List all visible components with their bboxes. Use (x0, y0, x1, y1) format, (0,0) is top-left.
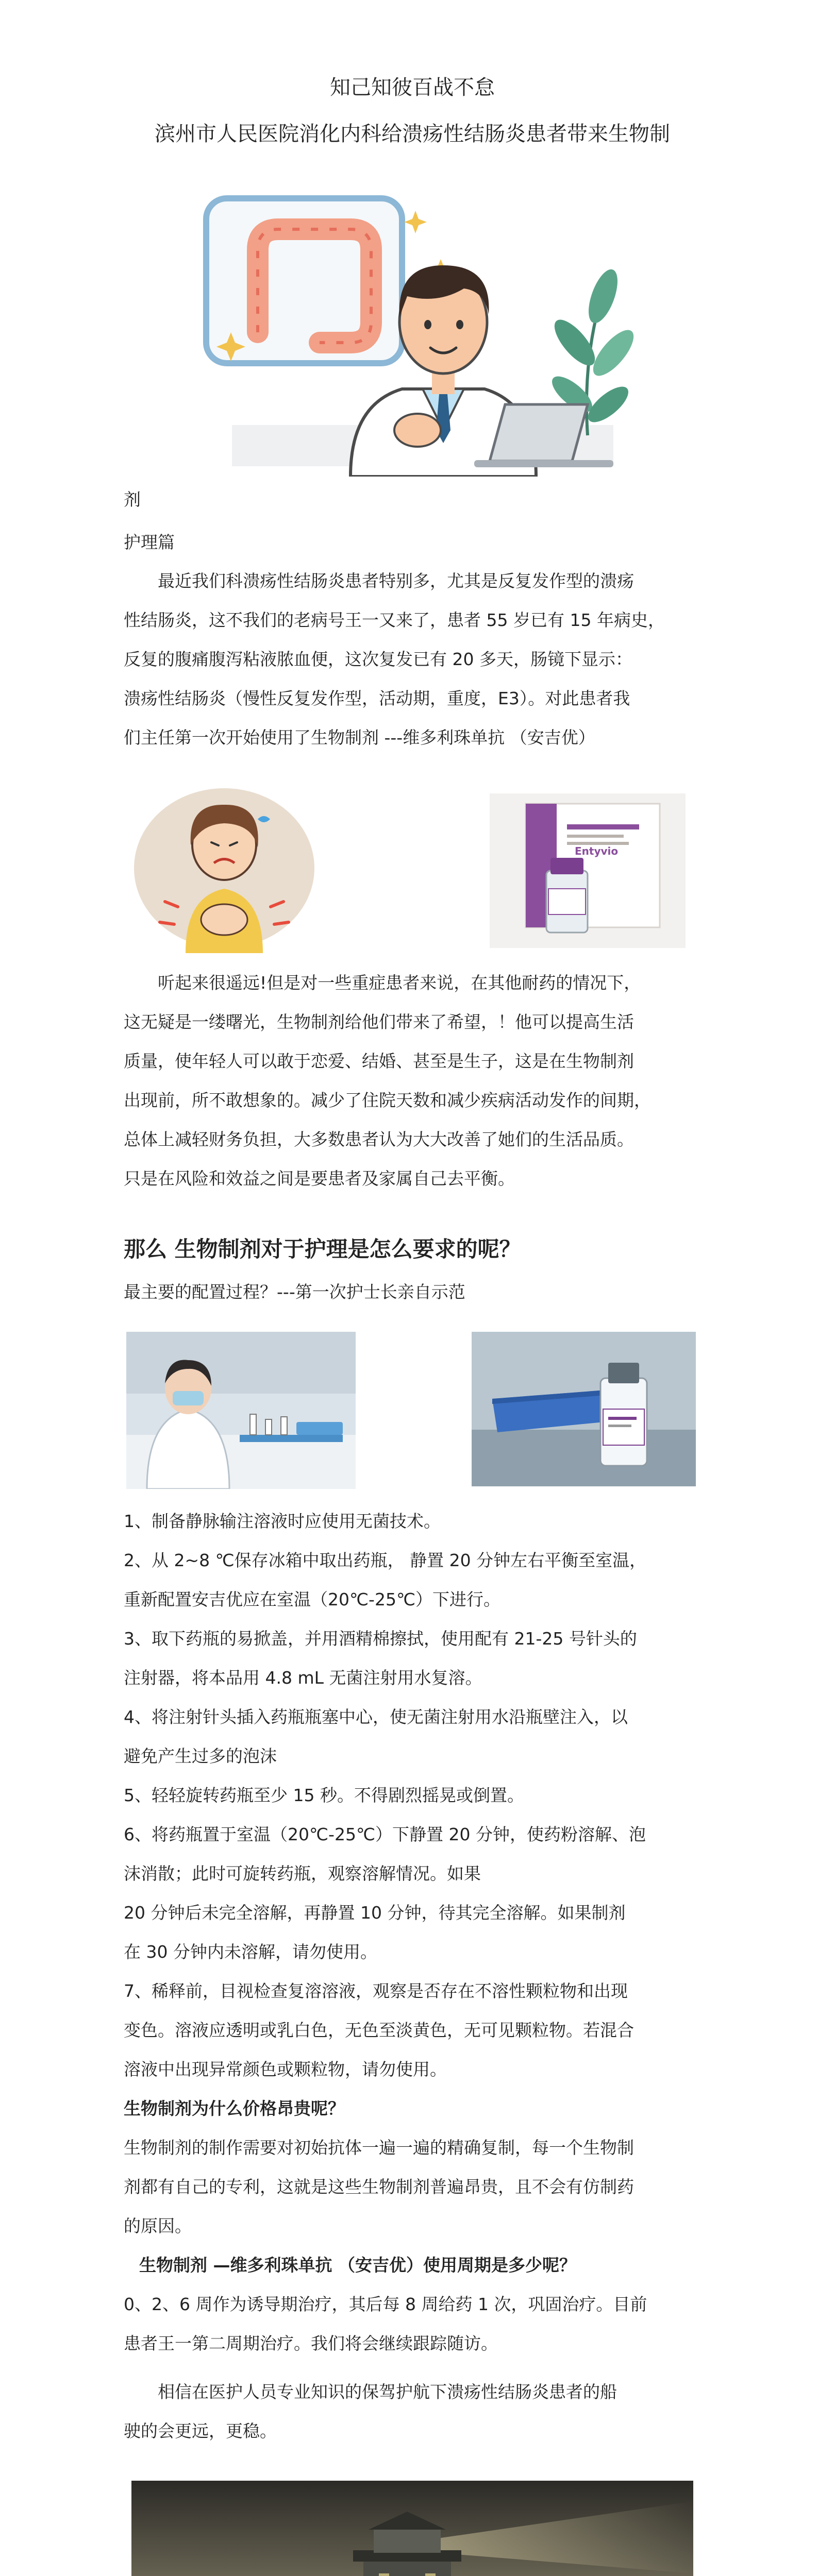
step-line: 溶液中出现异常颜色或颗粒物，请勿使用。 (124, 2059, 447, 2079)
step-line: 在 30 分钟内未溶解，请勿使用。 (124, 1942, 377, 1962)
step-line: 重新配置安吉优应在室温（20℃-25℃）下进行。 (124, 1589, 501, 1609)
hope-line: 听起来很遥远!但是对一些重症患者来说，在其他耐药的情况下， (158, 973, 641, 993)
hope-line: 总体上减轻财务负担，大多数患者认为大大改善了她们的生活品质。 (124, 1129, 634, 1149)
drug-box-label: Entyvio (575, 845, 619, 857)
intro-line: 溃疡性结肠炎（慢性反复发作型，活动期，重度，E3）。对此患者我 (124, 688, 630, 708)
lighthouse-sea-image (131, 2481, 693, 2576)
step-line: 变色。溶液应透明或乳白色，无色至淡黄色，无可见颗粒物。若混合 (124, 2020, 634, 2040)
step-line: 注射器，将本品用 4.8 mL 无菌注射用水复溶。 (124, 1668, 482, 1688)
hope-line: 只是在风险和效益之间是要患者及家属自己去平衡。 (124, 1168, 515, 1189)
price-line: 的原因。 (124, 2216, 192, 2236)
cycle-line: 患者王一第二周期治疗。我们将会继续跟踪随访。 (124, 2333, 498, 2353)
intro-line: 性结肠炎，这不我们的老病号王一又来了，患者 55 岁已有 15 年病史， (124, 610, 665, 630)
config-subheading: 最主要的配置过程？---第一次护士长亲自示范 (124, 1282, 465, 1302)
step-line: 4、将注射针头插入药瓶瓶塞中心，使无菌注射用水沿瓶壁注入，以 (124, 1707, 628, 1727)
step-line: 沫消散；此时可旋转药瓶，观察溶解情况。如果 (124, 1863, 481, 1884)
cycle-heading: 生物制剂 —维多利珠单抗 （安吉优）使用周期是多少呢？ (139, 2255, 576, 2275)
vial-on-tray-photo (472, 1332, 696, 1486)
page-title: 知己知彼百战不怠 (330, 76, 495, 99)
page-subtitle: 滨州市人民医院消化内科给溃疡性结肠炎患者带来生物制 (155, 122, 670, 146)
cycle-line: 0、2、6 周作为诱导期治疗，其后每 8 周给药 1 次，巩固治疗。目前 (124, 2294, 647, 2314)
page-subtitle-tail: 剂 (124, 489, 141, 510)
step-line: 7、稀释前，目视检查复溶溶液，观察是否存在不溶性颗粒物和出现 (124, 1981, 628, 2001)
section-label: 护理篇 (124, 532, 175, 552)
doctor-colon-illustration (196, 188, 649, 477)
step-line: 避免产生过多的泡沫 (124, 1746, 277, 1766)
intro-line: 反复的腹痛腹泻粘液脓血便，这次复发已有 20 多天，肠镜下显示： (124, 649, 632, 669)
closing-line: 驶的会更远，更稳。 (124, 2421, 277, 2441)
drug-vial-box-photo (490, 793, 686, 948)
step-line: 3、取下药瓶的易掀盖，并用酒精棉擦拭，使用配有 21-25 号针头的 (124, 1629, 637, 1649)
price-line: 剂都有自己的专利，这就是这些生物制剂普遍昂贵，且不会有仿制药 (124, 2177, 634, 2197)
step-line: 5、轻轻旋转药瓶至少 15 秒。不得剧烈摇晃或倒置。 (124, 1785, 524, 1805)
hope-line: 这无疑是一缕曙光，生物制剂给他们带来了希望，！他可以提高生活 (124, 1012, 634, 1032)
step-line: 1、制备静脉输注溶液时应使用无菌技术。 (124, 1511, 441, 1531)
closing-line: 相信在医护人员专业知识的保驾护航下溃疡性结肠炎患者的船 (158, 2382, 617, 2402)
nurse-preparing-photo (126, 1332, 356, 1489)
step-line: 6、将药瓶置于室温（20℃-25℃）下静置 20 分钟，使药粉溶解、泡 (124, 1824, 646, 1844)
nursing-heading: 那么 生物制剂对于护理是怎么要求的呢？ (124, 1236, 521, 1262)
price-heading: 生物制剂为什么价格昂贵呢？ (124, 2098, 345, 2119)
intro-line: 们主任第一次开始使用了生物制剂 ---维多利珠单抗 （安吉优） (124, 727, 595, 748)
patient-stomach-pain-illustration (129, 783, 320, 953)
hope-line: 出现前，所不敢想象的。减少了住院天数和减少疾病活动发作的间期， (124, 1090, 651, 1110)
intro-line: 最近我们科溃疡性结肠炎患者特别多，尤其是反复发作型的溃疡 (158, 571, 634, 591)
hope-line: 质量，使年轻人可以敢于恋爱、结婚、甚至是生子，这是在生物制剂 (124, 1051, 634, 1071)
step-line: 20 分钟后未完全溶解，再静置 10 分钟，待其完全溶解。如果制剂 (124, 1903, 626, 1923)
price-line: 生物制剂的制作需要对初始抗体一遍一遍的精确复制，每一个生物制 (124, 2138, 634, 2158)
step-line: 2、从 2~8 ℃保存冰箱中取出药瓶， 静置 20 分钟左右平衡至室温， (124, 1550, 647, 1570)
